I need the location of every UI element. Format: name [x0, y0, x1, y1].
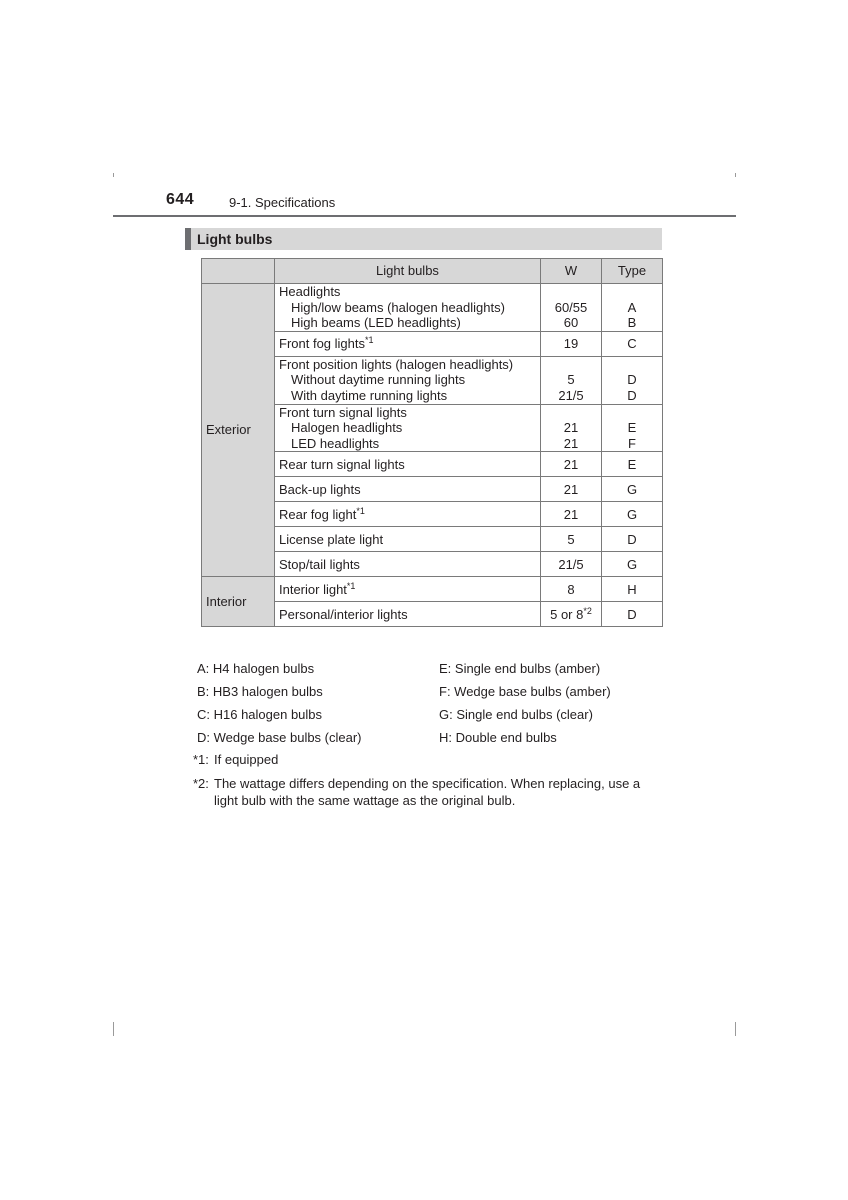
- footnote-ref: *1: [356, 505, 365, 516]
- type-cell: D: [602, 602, 663, 627]
- item-cell: Rear fog light$^{*1}$: [275, 502, 541, 527]
- watt-cell: 21: [541, 502, 602, 527]
- item-cell: Front fog lights$^{*1}$: [275, 331, 541, 356]
- legend-item: C: H16 halogen bulbs: [197, 707, 323, 722]
- group-interior: Interior: [202, 577, 275, 627]
- watt-cell: 5 or 8$^{*2}$: [541, 602, 602, 627]
- light-bulbs-table: [201, 258, 663, 627]
- watt-cell: 21 21: [541, 404, 602, 452]
- type-cell: D: [602, 527, 663, 552]
- item-cell: Stop/tail lights: [275, 552, 541, 577]
- watt-cell: 21: [541, 477, 602, 502]
- watt-cell: 8: [541, 577, 602, 602]
- item-cell: Back-up lights: [275, 477, 541, 502]
- watt-cell: 5 21/5: [541, 356, 602, 404]
- footnote-ref: *1: [365, 334, 374, 345]
- group-exterior: Exterior: [202, 284, 275, 577]
- watt-cell: 21: [541, 452, 602, 477]
- footnote-text: If equipped: [214, 752, 279, 767]
- crop-mark: [113, 1022, 114, 1036]
- legend-item: H: Double end bulbs: [439, 730, 557, 745]
- table-row: [202, 284, 663, 332]
- item-cell: Headlights High/low beams (halogen headlights) High beams (LED headlights): [275, 284, 541, 332]
- table-header-row: [202, 259, 663, 284]
- table-row: [202, 577, 663, 602]
- type-cell: H: [602, 577, 663, 602]
- section-title: Light bulbs: [197, 231, 273, 247]
- header-cell-w: W: [541, 259, 602, 284]
- footnote-ref: *1: [346, 580, 356, 591]
- section-title-bar: [185, 228, 662, 250]
- item-cell: Personal/interior lights: [275, 602, 541, 627]
- page-number: 644: [166, 191, 195, 208]
- footnote-text: The wattage differs depending on the specification. When replacing, use a light bulb with the same wattage as the original bulb.: [214, 776, 641, 808]
- item-cell: License plate light: [275, 527, 541, 552]
- type-cell: C: [602, 331, 663, 356]
- footnote-mark: *1:: [193, 752, 209, 767]
- legend-item: G: Single end bulbs (clear): [439, 707, 593, 722]
- type-cell: G: [602, 502, 663, 527]
- header-divider: [113, 215, 736, 217]
- legend-item: A: H4 halogen bulbs: [197, 661, 315, 676]
- crop-mark: [735, 1022, 736, 1036]
- type-cell: E F: [602, 404, 663, 452]
- watt-cell: 5: [541, 527, 602, 552]
- watt-cell: 19: [541, 331, 602, 356]
- legend-item: B: HB3 halogen bulbs: [197, 684, 323, 699]
- footnote-ref: *2: [583, 605, 592, 616]
- item-cell: Front turn signal lights Halogen headlights LED headlights: [275, 404, 541, 452]
- type-cell: D D: [602, 356, 663, 404]
- legend-item: D: Wedge base bulbs (clear): [197, 730, 362, 745]
- legend-item: F: Wedge base bulbs (amber): [439, 684, 611, 699]
- watt-cell: 21/5: [541, 552, 602, 577]
- footnote-mark: *2:: [193, 776, 209, 791]
- watt-cell: 60/55 60: [541, 284, 602, 332]
- type-cell: G: [602, 477, 663, 502]
- type-cell: A B: [602, 284, 663, 332]
- legend-item: E: Single end bulbs (amber): [439, 661, 601, 676]
- title-accent: [185, 228, 191, 250]
- crop-mark: [735, 173, 736, 177]
- type-cell: E: [602, 452, 663, 477]
- crop-mark: [113, 173, 114, 177]
- header-cell-light-bulbs: Light bulbs: [275, 259, 541, 284]
- section-breadcrumb: 9-1. Specifications: [229, 195, 336, 210]
- item-cell: Interior light$^{*1}$: [275, 577, 541, 602]
- item-cell: Front position lights (halogen headlights) Without daytime running lights With daytime running lights: [275, 356, 541, 404]
- header-cell-type: Type: [602, 259, 663, 284]
- item-cell: Rear turn signal lights: [275, 452, 541, 477]
- header-cell-blank: [202, 259, 275, 284]
- type-cell: G: [602, 552, 663, 577]
